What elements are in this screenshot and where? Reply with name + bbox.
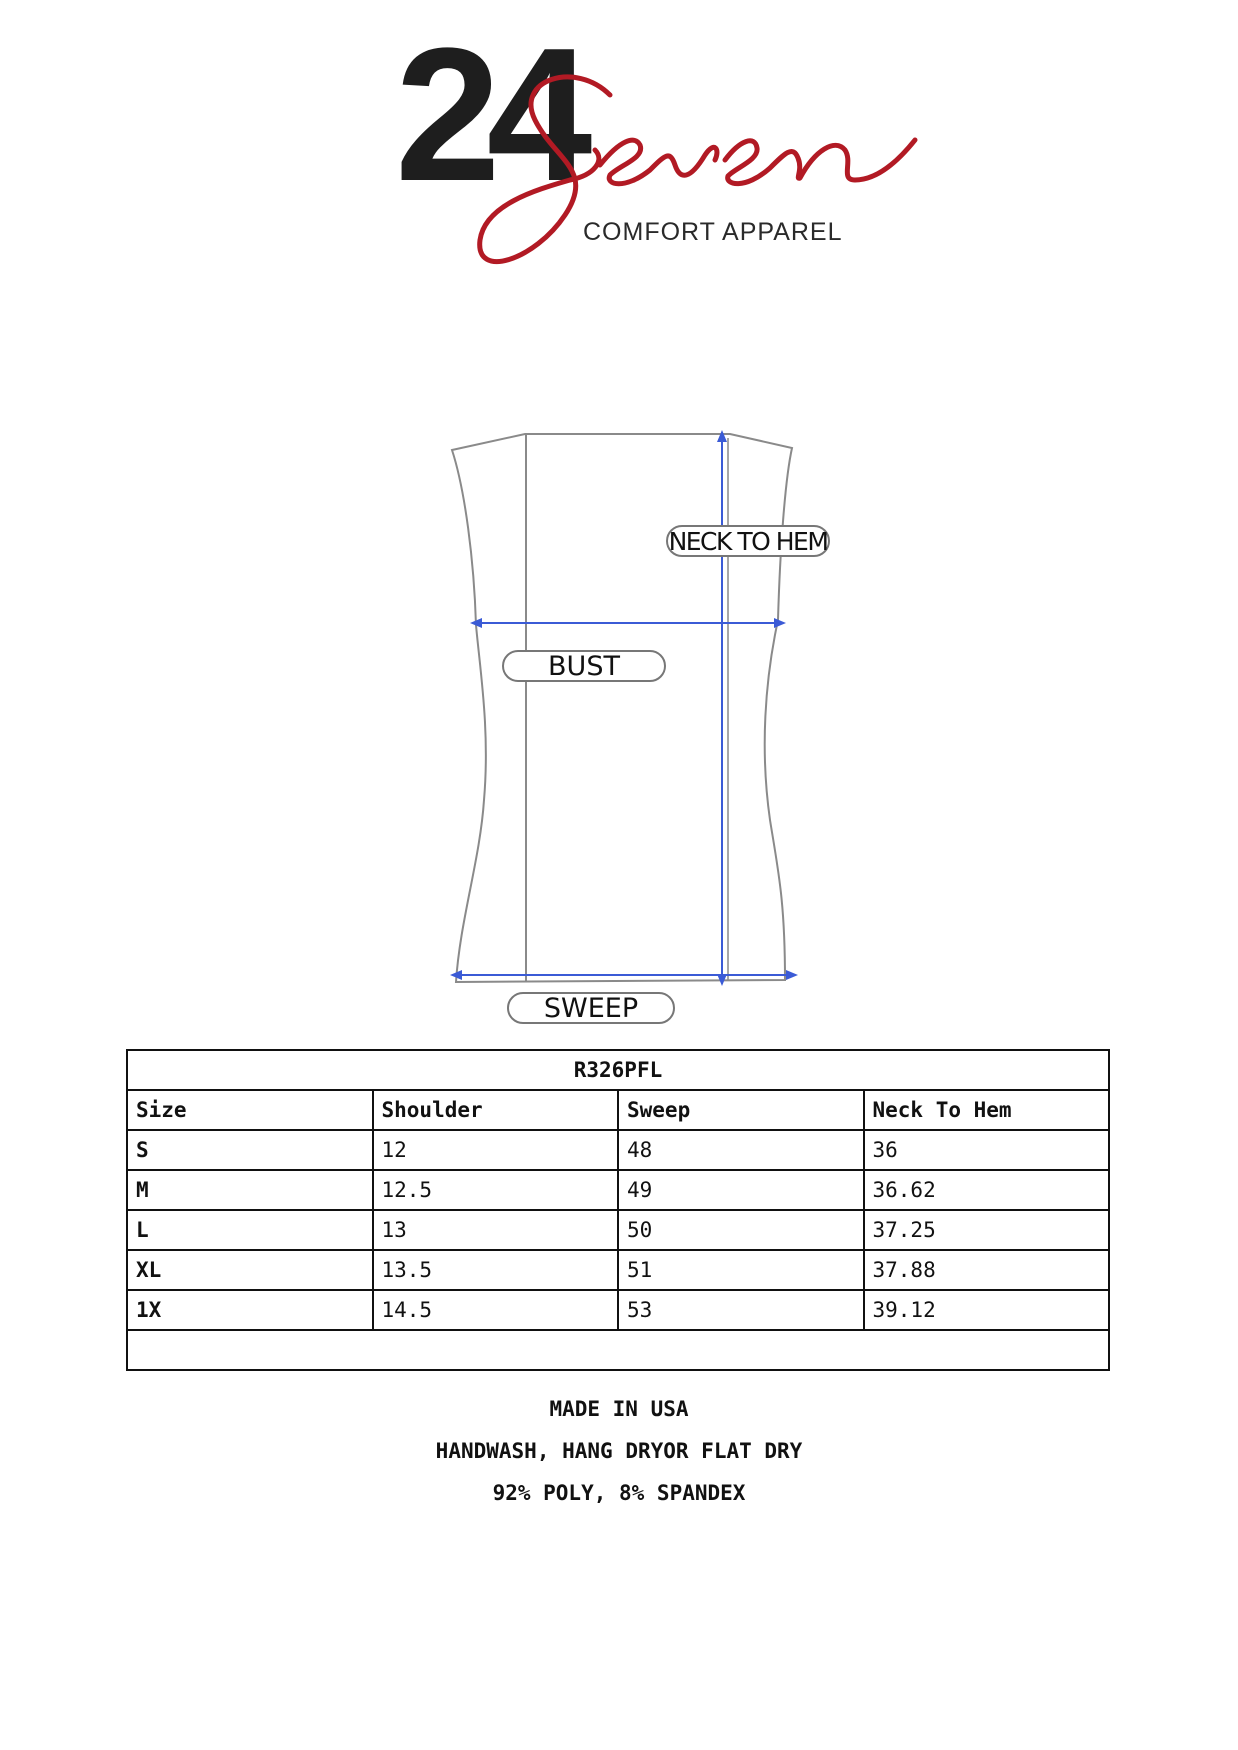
header-size: Size [127,1090,373,1130]
table-row [127,1290,1109,1330]
table-row [127,1210,1109,1250]
brand-logo [395,9,955,290]
neck-to-hem-cell: 37.88 [864,1250,1110,1290]
bust-label: BUST [502,650,666,682]
product-notes [0,1388,1238,1514]
sweep-cell: 50 [618,1210,864,1250]
logo-script-seven [395,9,955,290]
sweep-cell: 49 [618,1170,864,1210]
garment-outline [440,420,900,1020]
table-row [127,1130,1109,1170]
shoulder-cell: 12.5 [373,1170,619,1210]
table-row [127,1170,1109,1210]
header-neck-to-hem: Neck To Hem [864,1090,1110,1130]
neck-to-hem-cell: 37.25 [864,1210,1110,1250]
neck-to-hem-cell: 36 [864,1130,1110,1170]
size-cell: XL [127,1250,373,1290]
neck-to-hem-cell: 39.12 [864,1290,1110,1330]
shoulder-cell: 14.5 [373,1290,619,1330]
shoulder-cell: 13 [373,1210,619,1250]
shoulder-cell: 13.5 [373,1250,619,1290]
sweep-label: SWEEP [507,992,675,1024]
size-cell: S [127,1130,373,1170]
sweep-cell: 53 [618,1290,864,1330]
size-chart-table [126,1049,1110,1371]
care-note: HANDWASH, HANG DRYOR FLAT DRY [435,1439,803,1463]
header-shoulder: Shoulder [373,1090,619,1130]
shoulder-cell: 12 [373,1130,619,1170]
garment-diagram [440,420,900,1024]
sweep-cell: 51 [618,1250,864,1290]
header-sweep: Sweep [618,1090,864,1130]
fabric-note: 92% POLY, 8% SPANDEX [492,1481,746,1505]
neck-to-hem-cell: 36.62 [864,1170,1110,1210]
sweep-cell: 48 [618,1130,864,1170]
logo-number: 24 [395,9,579,221]
table-empty-row [127,1330,1109,1370]
size-cell: M [127,1170,373,1210]
size-cell: 1X [127,1290,373,1330]
logo-tagline: COMFORT APPAREL [583,218,843,246]
table-row [127,1250,1109,1290]
style-code: R326PFL [127,1050,1109,1090]
table-header-row [127,1090,1109,1130]
neck-to-hem-label: NECK TO HEM [666,525,830,557]
size-cell: L [127,1210,373,1250]
origin-note: MADE IN USA [549,1397,689,1421]
empty-cell [127,1330,1109,1370]
